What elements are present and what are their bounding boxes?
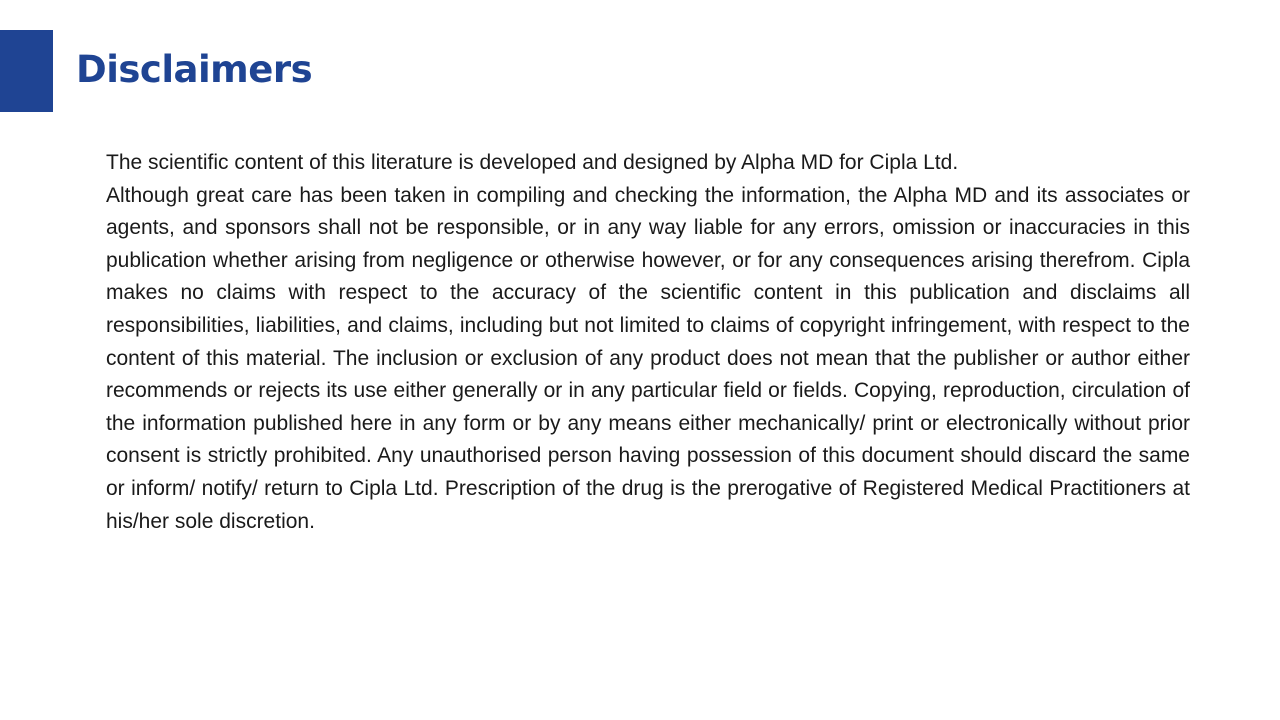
disclaimer-intro: The scientific content of this literature is developed and designed by Alpha MD for Cipla Ltd. — [106, 151, 959, 174]
title-accent-bar — [0, 30, 53, 112]
disclaimer-body: Although great care has been taken in compiling and checking the information, the Alpha MD and its associates or agents, and sponsors shall not be responsible, or in any way liable for any errors, omission or inaccuracies in this publication whether arising from negligence or otherwise however, or for any consequences arising therefrom. Cipla makes no claims with respect to the accuracy of the scientific content in this publication and disclaims all responsibilities, liabilities, and claims, including but not limited to claims of copyright infringement, with respect to the content of this material. The inclusion or exclusion of any product does not mean that the publisher or author either recommends or rejects its use either generally or in any particular field or fields. Copying, reproduction, circulation of the information published here in any form or by any means either mechanically/ print or electronically without prior consent is strictly prohibited. Any unauthorised person having possession of this document should discard the same or inform/ notify/ return to Cipla Ltd. Prescription of the drug is the prerogative of Registered Medical Practitioners at his/her sole discretion. — [106, 183, 1190, 533]
disclaimer-content — [106, 147, 1190, 538]
page-title: Disclaimers — [76, 48, 313, 91]
